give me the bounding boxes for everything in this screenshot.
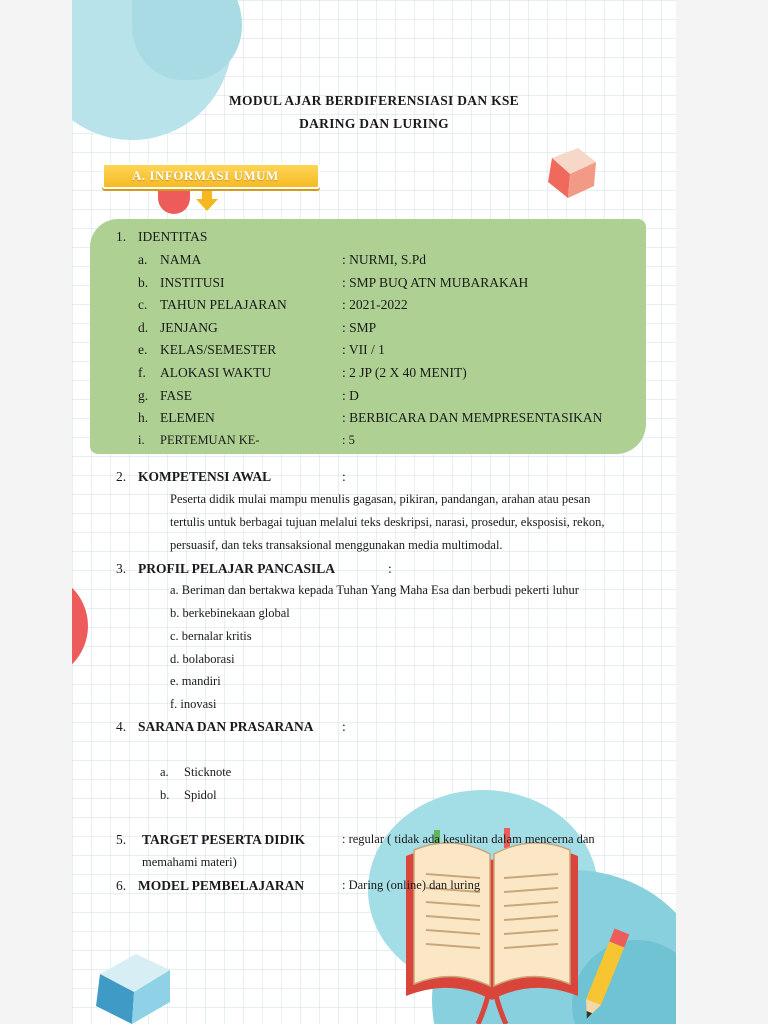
- sarana-heading: SARANA DAN PRASARANA: [138, 719, 314, 734]
- sarana-colon: :: [342, 719, 346, 734]
- identitas-letter: h.: [138, 410, 149, 425]
- decor-red-tab: [158, 190, 190, 214]
- identitas-number: 1.: [116, 229, 127, 244]
- sarana-item-letter: a.: [160, 765, 169, 779]
- kompetensi-colon: :: [342, 469, 346, 484]
- profil-item: a. Beriman dan bertakwa kepada Tuhan Yang Maha Esa dan berbudi pekerti luhur: [170, 583, 579, 597]
- identitas-letter: c.: [138, 297, 148, 312]
- identitas-value: : 2021-2022: [342, 297, 408, 312]
- identitas-letter: f.: [138, 365, 146, 380]
- kompetensi-number: 2.: [116, 469, 127, 484]
- kompetensi-line: tertulis untuk berbagai tujuan melalui teks deskripsi, narasi, prosedur, eksposisi, rekon,: [170, 515, 605, 529]
- identitas-value: : SMP BUQ ATN MUBARAKAH: [342, 275, 529, 290]
- section-a-banner: A. INFORMASI UMUM: [102, 163, 320, 189]
- identitas-label: TAHUN PELAJARAN: [160, 297, 287, 312]
- target-value-cont: memahami materi): [142, 855, 237, 869]
- identitas-label: FASE: [160, 388, 193, 403]
- profil-item: f. inovasi: [170, 697, 217, 711]
- cube-icon: [92, 950, 176, 1024]
- identitas-value: : SMP: [342, 320, 377, 335]
- profil-number: 3.: [116, 561, 127, 576]
- document-subtitle: DARING DAN LURING: [299, 116, 449, 131]
- identitas-value: : VII / 1: [342, 342, 385, 357]
- target-heading: TARGET PESERTA DIDIK: [142, 832, 306, 847]
- profil-item: e. mandiri: [170, 674, 221, 688]
- identitas-letter: g.: [138, 388, 149, 403]
- identitas-heading: IDENTITAS: [138, 229, 208, 244]
- identitas-value: : D: [342, 388, 359, 403]
- profil-item: c. bernalar kritis: [170, 629, 252, 643]
- kompetensi-line: persuasif, dan teks transaksional menggunakan media multimodal.: [170, 538, 503, 552]
- profil-colon: :: [388, 561, 392, 576]
- profil-item: b. berkebinekaan global: [170, 606, 290, 620]
- identitas-letter: a.: [138, 252, 148, 267]
- identitas-value: : 2 JP (2 X 40 MENIT): [342, 365, 467, 380]
- cube-icon: [548, 140, 600, 202]
- decor-blob-left-red: [72, 572, 88, 680]
- open-book-icon: [392, 826, 592, 1024]
- identitas-value: : NURMI, S.Pd: [342, 252, 427, 267]
- document-page: [72, 0, 676, 1024]
- kompetensi-line: Peserta didik mulai mampu menulis gagasan, pikiran, pandangan, arahan atau pesan: [170, 492, 591, 506]
- identitas-label: ALOKASI WAKTU: [160, 365, 272, 380]
- model-heading: MODEL PEMBELAJARAN: [138, 878, 305, 893]
- identitas-letter: b.: [138, 275, 149, 290]
- identitas-label: JENJANG: [160, 320, 218, 335]
- target-value: : regular ( tidak ada kesulitan dalam mencerna dan: [342, 832, 595, 846]
- arrow-down-icon: [196, 191, 218, 211]
- identitas-letter: d.: [138, 320, 149, 335]
- profil-heading: PROFIL PELAJAR PANCASILA: [138, 561, 336, 576]
- profil-item: d. bolaborasi: [170, 652, 235, 666]
- sarana-number: 4.: [116, 719, 127, 734]
- identitas-label: KELAS/SEMESTER: [160, 342, 277, 357]
- target-number: 5.: [116, 832, 127, 847]
- sarana-item-text: Sticknote: [184, 765, 232, 779]
- identitas-letter: i.: [138, 433, 145, 447]
- identitas-label: NAMA: [160, 252, 202, 267]
- identitas-label: PERTEMUAN KE-: [160, 433, 260, 447]
- identitas-value: : 5: [342, 433, 355, 447]
- identitas-letter: e.: [138, 342, 148, 357]
- identitas-label: INSTITUSI: [160, 275, 225, 290]
- sarana-item-letter: b.: [160, 788, 170, 802]
- model-value: : Daring (online) dan luring: [342, 878, 481, 892]
- identitas-label: ELEMEN: [160, 410, 215, 425]
- kompetensi-heading: KOMPETENSI AWAL: [138, 469, 272, 484]
- pencil-icon: [576, 928, 632, 1024]
- sarana-item-text: Spidol: [184, 788, 217, 802]
- identitas-value: : BERBICARA DAN MEMPRESENTASIKAN: [342, 410, 603, 425]
- document-title: MODUL AJAR BERDIFERENSIASI DAN KSE: [228, 93, 519, 108]
- model-number: 6.: [116, 878, 127, 893]
